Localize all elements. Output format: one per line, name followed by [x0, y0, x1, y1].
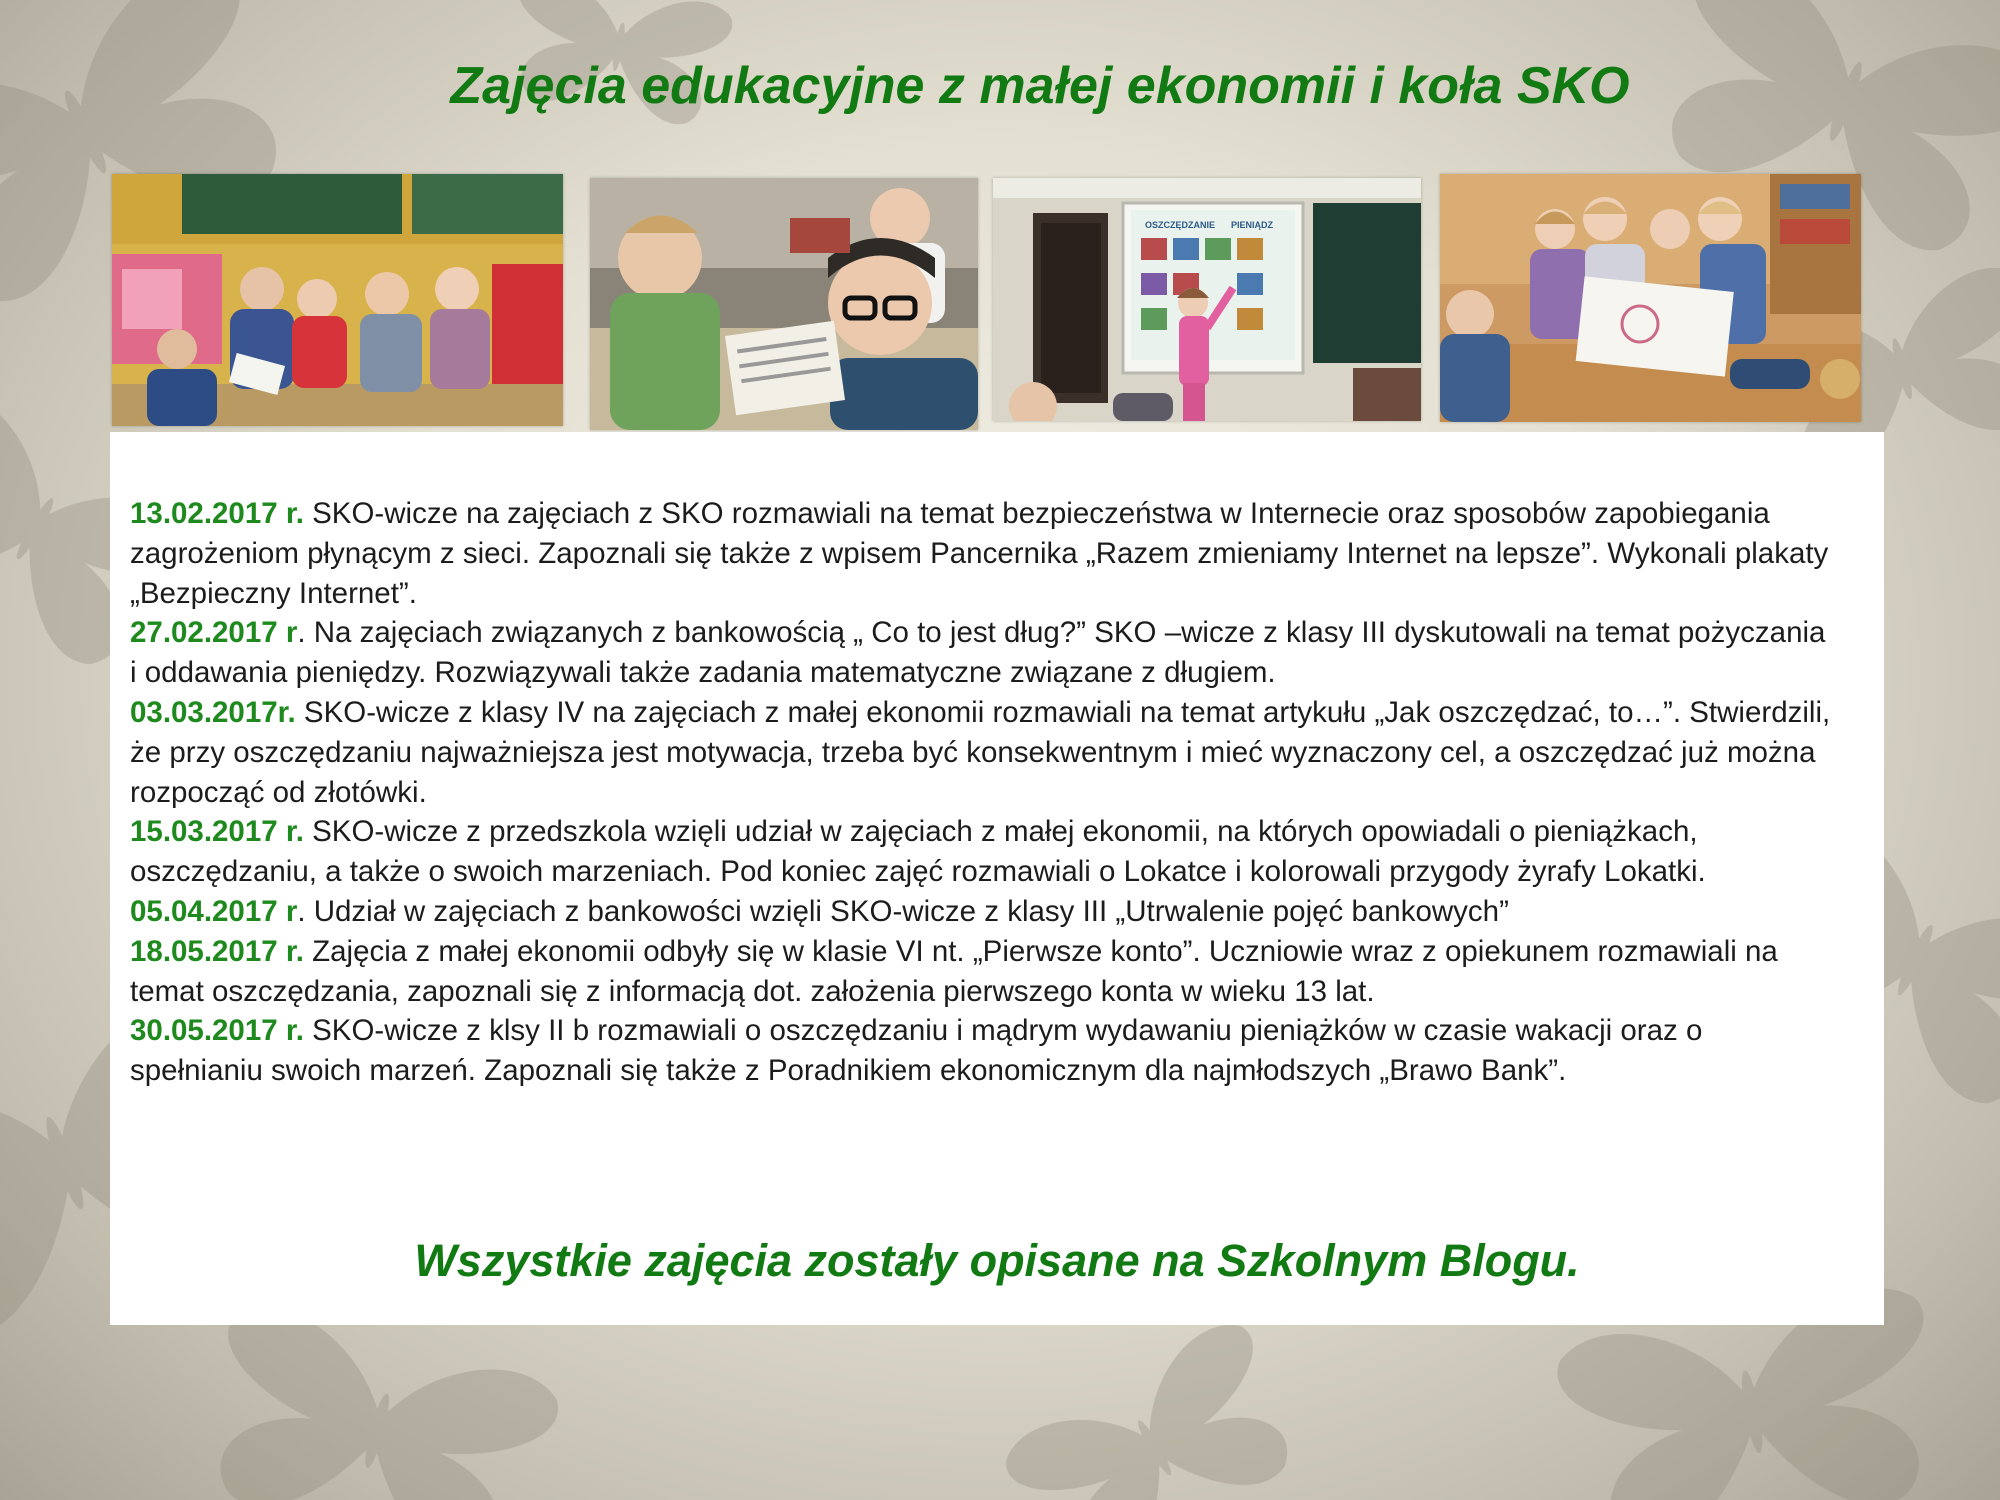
poster-subtitle-text: PIENIĄDZ	[1231, 220, 1274, 230]
entry-text: SKO-wicze z przedszkola wzięli udział w zajęciach z małej ekonomii, na których opowiadali o pieniążkach, oszczędzaniu, a także o swoich marzeniach. Pod koniec zajęć rozmawiali o Lokatce i kolorowali przygody żyrafy Lokatki.	[130, 815, 1706, 889]
entry-date: 18.05.2017 r.	[130, 934, 304, 968]
photo-girl-at-board	[993, 178, 1421, 421]
activity-entry-5	[130, 892, 1838, 932]
entry-text: . Udział w zajęciach z bankowości wzięli SKO-wicze z klasy III „Utrwalenie pojęć bankowych”	[297, 894, 1509, 928]
entry-date: 05.04.2017 r	[130, 894, 298, 928]
closing-statement: Wszystkie zajęcia zostały opisane na Szkolnym Blogu.	[414, 1235, 1580, 1286]
photo-children-reading	[112, 174, 563, 426]
entry-date: 13.02.2017 r.	[130, 497, 304, 530]
entry-date: 15.03.2017 r.	[130, 815, 304, 849]
entry-date: 30.05.2017 r.	[130, 1014, 304, 1048]
activity-entry-4	[130, 812, 1838, 892]
activity-entry-1	[130, 494, 1838, 613]
poster-title-text: OSZCZĘDZANIE	[1145, 220, 1216, 230]
slide-title: Zajęcia edukacyjne z małej ekonomii i koła SKO	[450, 57, 1630, 115]
entry-date: 27.02.2017 r	[130, 616, 298, 650]
entry-date: 03.03.2017r.	[130, 695, 296, 729]
entry-text: SKO-wicze z klasy IV na zajęciach z małej ekonomii rozmawiali na temat artykułu „Jak oszczędzać, to…”. Stwierdzili, że przy oszczędzaniu najważniejsza jest motywacja, trzeba być konsekwentnym i mieć wyznaczony cel, a oszczędzać już można rozpocząć od złotówki.	[130, 695, 1831, 809]
entry-text: SKO-wicze z klsy II b rozmawiali o oszczędzaniu i mądrym wydawaniu pieniążków w czasie wakacji oraz o spełnianiu swoich marzeń. Zapoznali się także z Poradnikiem ekonomicznym dla najmłodszych „Brawo Bank”.	[130, 1014, 1703, 1088]
entry-text: SKO-wicze na zajęciach z SKO rozmawiali na temat bezpieczeństwa w Internecie oraz sposobów zapobiegania zagrożeniom płynącym z sieci. Zapoznali się także z wpisem Pancernika „Razem zmieniamy Internet na lepsze”. Wykonali plakaty „Bezpieczny Internet”.	[130, 497, 1829, 610]
content-card	[110, 432, 1884, 1325]
entry-text: Zajęcia z małej ekonomii odbyły się w klasie VI nt. „Pierwsze konto”. Uczniowie wraz z opiekunem rozmawiali na temat oszczędzania, zapoznali się z informacją dot. założenia pierwszego konta w wieku 13 lat.	[130, 934, 1778, 1008]
photo-boys-at-desk	[590, 178, 978, 430]
activity-entry-2	[130, 613, 1838, 693]
activity-list	[130, 494, 1838, 1091]
photo-children-with-poster	[1440, 174, 1861, 422]
activity-entry-3	[130, 693, 1838, 812]
activity-entry-7	[130, 1011, 1838, 1091]
activity-entry-6	[130, 932, 1838, 1012]
entry-text: . Na zajęciach związanych z bankowością „ Co to jest dług?” SKO –wicze z klasy III dyskutowali na temat pożyczania i oddawania pieniędzy. Rozwiązywali także zadania matematyczne związane z długiem.	[130, 616, 1826, 690]
